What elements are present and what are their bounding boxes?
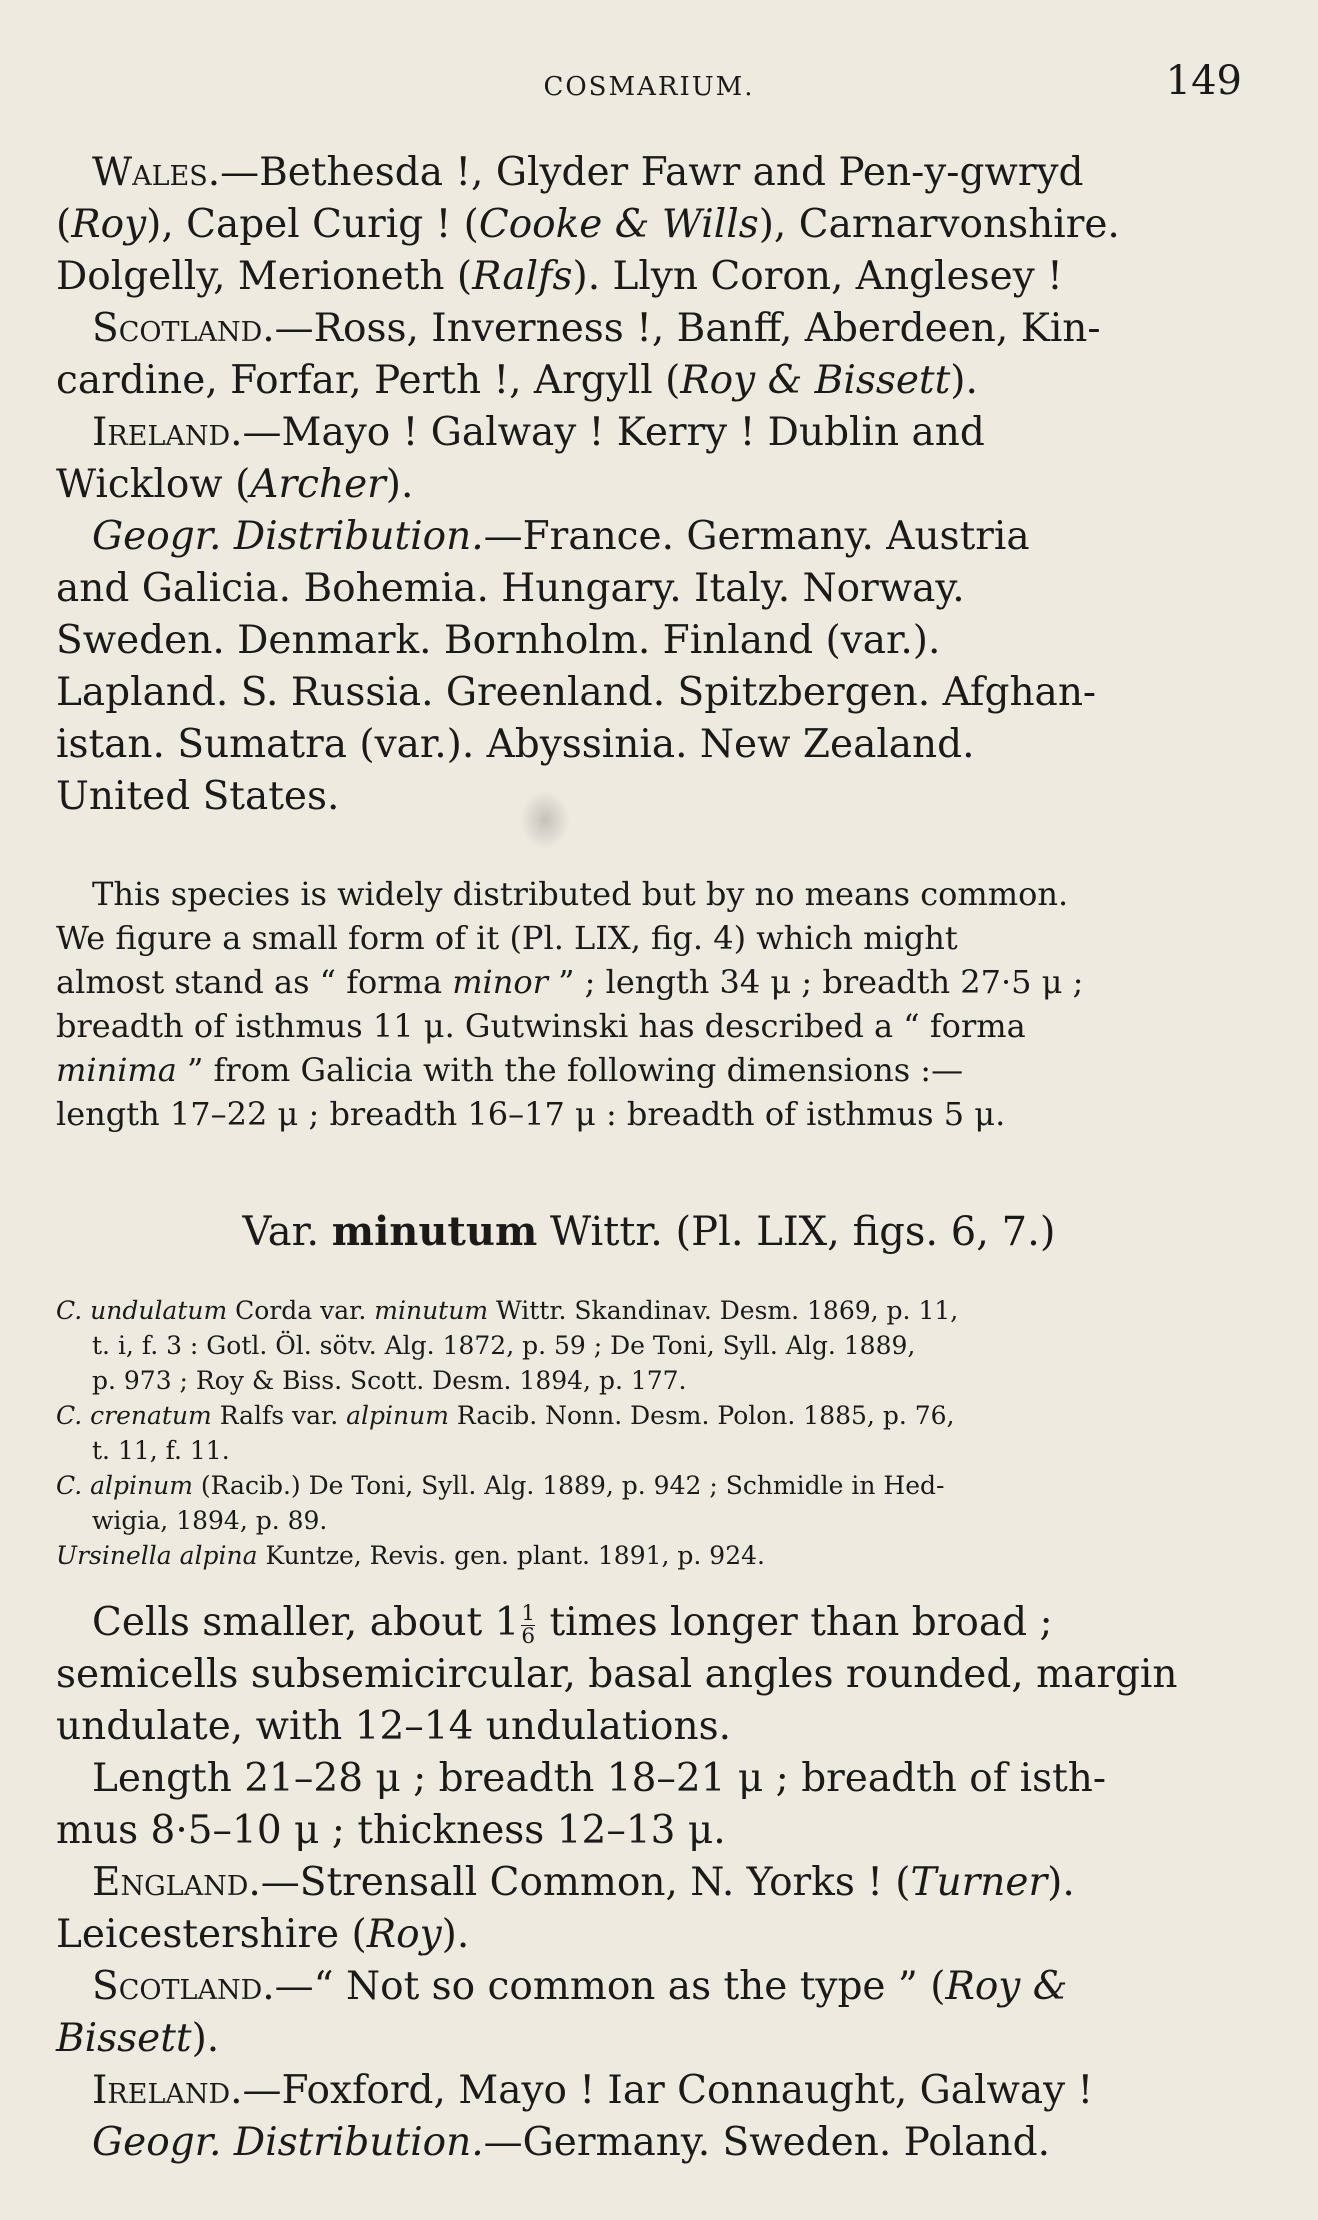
text-line xyxy=(56,1095,1242,1133)
text-run: Bissett xyxy=(56,2016,192,2061)
text-run: Roy xyxy=(366,1912,442,1957)
text-line xyxy=(56,875,1278,913)
text-run: Racib. Nonn. Desm. Polon. 1885, p. 76, xyxy=(448,1401,955,1430)
text-line xyxy=(56,1296,1242,1325)
text-run: Ireland xyxy=(92,2068,231,2113)
text-line xyxy=(56,1007,1242,1045)
text-line xyxy=(56,919,1242,957)
text-run: Geogr. Distribution. xyxy=(92,514,484,559)
text-line xyxy=(56,514,1278,559)
text-run: Archer xyxy=(250,462,386,507)
text-run: Turner xyxy=(910,1860,1048,1905)
text-line xyxy=(56,670,1242,715)
text-run: Ralfs xyxy=(472,254,573,299)
text-run: semicells subsemicircular, basal angles rounded, margin xyxy=(56,1652,1178,1697)
text-run: minima xyxy=(56,1051,177,1089)
text-run: and Galicia. Bohemia. Hungary. Italy. Norway. xyxy=(56,566,965,611)
text-run: Lapland. S. Russia. Greenland. Spitzbergen. Afghan- xyxy=(56,670,1097,715)
text-run: ” from Galicia with the following dimensions :— xyxy=(176,1051,964,1089)
text-line xyxy=(56,254,1242,299)
text-run: Corda var. xyxy=(227,1296,375,1325)
text-run: .—Strensall Common, N. Yorks ! ( xyxy=(248,1860,911,1905)
text-run: C. undulatum xyxy=(56,1296,228,1325)
variety-name: minutum xyxy=(331,1208,538,1255)
text-run: mus 8·5–10 μ ; thickness 12–13 μ. xyxy=(56,1808,726,1853)
text-run: Dolgelly, Merioneth ( xyxy=(56,254,473,299)
text-run: t. i, f. 3 : Gotl. Öl. sötv. Alg. 1872, p. 59 ; De Toni, Syll. Alg. 1889, xyxy=(92,1331,916,1360)
text-line xyxy=(56,566,1242,611)
text-line xyxy=(56,1366,1278,1395)
text-run: .—Ross, Inverness !, Banff, Aberdeen, Kin- xyxy=(262,306,1101,351)
text-run: Sweden. Denmark. Bornholm. Finland (var.). xyxy=(56,618,941,663)
text-run: C. crenatum xyxy=(56,1401,212,1430)
fraction: $\frac{1}{6}$ xyxy=(521,1601,536,1649)
text-run: ), Capel Curig ! ( xyxy=(146,202,479,247)
text-line xyxy=(56,722,1242,767)
text-run: alpinum xyxy=(346,1401,449,1430)
text-line xyxy=(56,963,1242,1001)
text-line xyxy=(56,358,1242,403)
text-run: istan. Sumatra (var.). Abyssinia. New Zealand. xyxy=(56,722,975,767)
text-run: minor xyxy=(452,963,548,1001)
text-run: This species is widely distributed but by no means common. xyxy=(92,875,1069,913)
text-run: Scotland xyxy=(92,306,263,351)
text-line xyxy=(56,1506,1278,1535)
text-run: Cells smaller, about 1 xyxy=(92,1600,520,1645)
text-run: Wicklow ( xyxy=(56,462,251,507)
text-run: —France. Germany. Austria xyxy=(483,514,1030,559)
text-line xyxy=(56,202,1242,247)
text-run: ), Carnarvonshire. xyxy=(758,202,1120,247)
running-head: COSMARIUM. xyxy=(543,72,755,102)
text-run: almost stand as “ forma xyxy=(56,963,453,1001)
text-line xyxy=(56,1600,1278,1647)
text-run: p. 973 ; Roy & Biss. Scott. Desm. 1894, p. 177. xyxy=(92,1366,687,1395)
text-run: ). Llyn Coron, Anglesey ! xyxy=(572,254,1063,299)
text-line xyxy=(56,774,1242,819)
text-run: .—Foxford, Mayo ! Iar Connaught, Galway ! xyxy=(230,2068,1094,2113)
text-run: t. 11, f. 11. xyxy=(92,1436,230,1465)
text-line xyxy=(56,2016,1242,2061)
page-header xyxy=(56,58,1242,108)
text-line xyxy=(56,1912,1242,1957)
variety-rest: Wittr. (Pl. LIX, figs. 6, 7.) xyxy=(537,1209,1056,1255)
text-run: undulate, with 12–14 undulations. xyxy=(56,1704,731,1749)
text-line xyxy=(56,1808,1242,1853)
text-run: C. alpinum xyxy=(56,1471,193,1500)
text-line xyxy=(56,1471,1242,1500)
text-line xyxy=(56,1964,1278,2009)
text-run: ). xyxy=(1047,1860,1075,1905)
text-run: Ursinella alpina xyxy=(56,1541,258,1570)
text-run: United States. xyxy=(56,774,340,819)
text-run: .—“ Not so common as the type ” ( xyxy=(262,1964,946,2009)
text-run: Ireland xyxy=(92,410,231,455)
text-run: (Racib.) De Toni, Syll. Alg. 1889, p. 942 ; Schmidle in Hed- xyxy=(192,1471,945,1500)
text-line xyxy=(56,1436,1278,1465)
text-run: length 17–22 μ ; breadth 16–17 μ : breadth of isthmus 5 μ. xyxy=(56,1095,1006,1133)
variety-prefix: Var. xyxy=(242,1209,332,1255)
text-line xyxy=(56,618,1242,663)
text-run: .—Bethesda !, Glyder Fawr and Pen-y-gwryd xyxy=(207,150,1084,195)
text-line xyxy=(56,150,1278,195)
text-run: Ralfs var. xyxy=(211,1401,347,1430)
text-run: Scotland xyxy=(92,1964,263,2009)
text-run: times longer than broad ; xyxy=(537,1600,1053,1645)
text-run: wigia, 1894, p. 89. xyxy=(92,1506,328,1535)
text-run: .—Mayo ! Galway ! Kerry ! Dublin and xyxy=(230,410,985,455)
text-run: ). xyxy=(385,462,414,507)
text-run: ). xyxy=(191,2016,220,2061)
text-run: Roy xyxy=(71,202,147,247)
text-run: Roy & Bissett xyxy=(680,358,951,403)
text-line xyxy=(56,2068,1278,2113)
text-line xyxy=(56,306,1278,351)
text-line xyxy=(56,1704,1242,1749)
text-run: —Germany. Sweden. Poland. xyxy=(483,2120,1050,2165)
text-line xyxy=(56,1051,1242,1089)
text-run: Roy & xyxy=(945,1964,1068,2009)
text-run: Leicestershire ( xyxy=(56,1912,367,1957)
text-line xyxy=(56,1401,1242,1430)
text-run: minutum xyxy=(374,1296,489,1325)
text-line xyxy=(56,2120,1278,2165)
text-run: We figure a small form of it (Pl. LIX, fig. 4) which might xyxy=(56,919,958,957)
text-run: ). xyxy=(441,1912,470,1957)
text-line xyxy=(56,1756,1278,1801)
text-line xyxy=(56,1652,1242,1697)
text-run: ( xyxy=(56,202,72,247)
text-run: Length 21–28 μ ; breadth 18–21 μ ; breadth of isth- xyxy=(92,1756,1107,1801)
text-run: ). xyxy=(950,358,978,403)
text-line xyxy=(56,410,1278,455)
text-run: Cooke & Wills xyxy=(478,202,759,247)
text-run: cardine, Forfar, Perth !, Argyll ( xyxy=(56,358,681,403)
text-line xyxy=(56,1541,1242,1570)
variety-heading xyxy=(56,1208,1242,1255)
text-run: Kuntze, Revis. gen. plant. 1891, p. 924. xyxy=(257,1541,765,1570)
text-run: Wales xyxy=(92,150,208,195)
text-run: England xyxy=(92,1860,249,1905)
text-run: Wittr. Skandinav. Desm. 1869, p. 11, xyxy=(488,1296,959,1325)
text-run: breadth of isthmus 11 μ. Gutwinski has described a “ forma xyxy=(56,1007,1026,1045)
text-line xyxy=(56,1860,1278,1905)
text-line xyxy=(56,462,1242,507)
text-run: Geogr. Distribution. xyxy=(92,2120,484,2165)
text-run: ” ; length 34 μ ; breadth 27·5 μ ; xyxy=(547,963,1084,1001)
page-number: 149 xyxy=(1165,58,1242,104)
text-line xyxy=(56,1331,1278,1360)
